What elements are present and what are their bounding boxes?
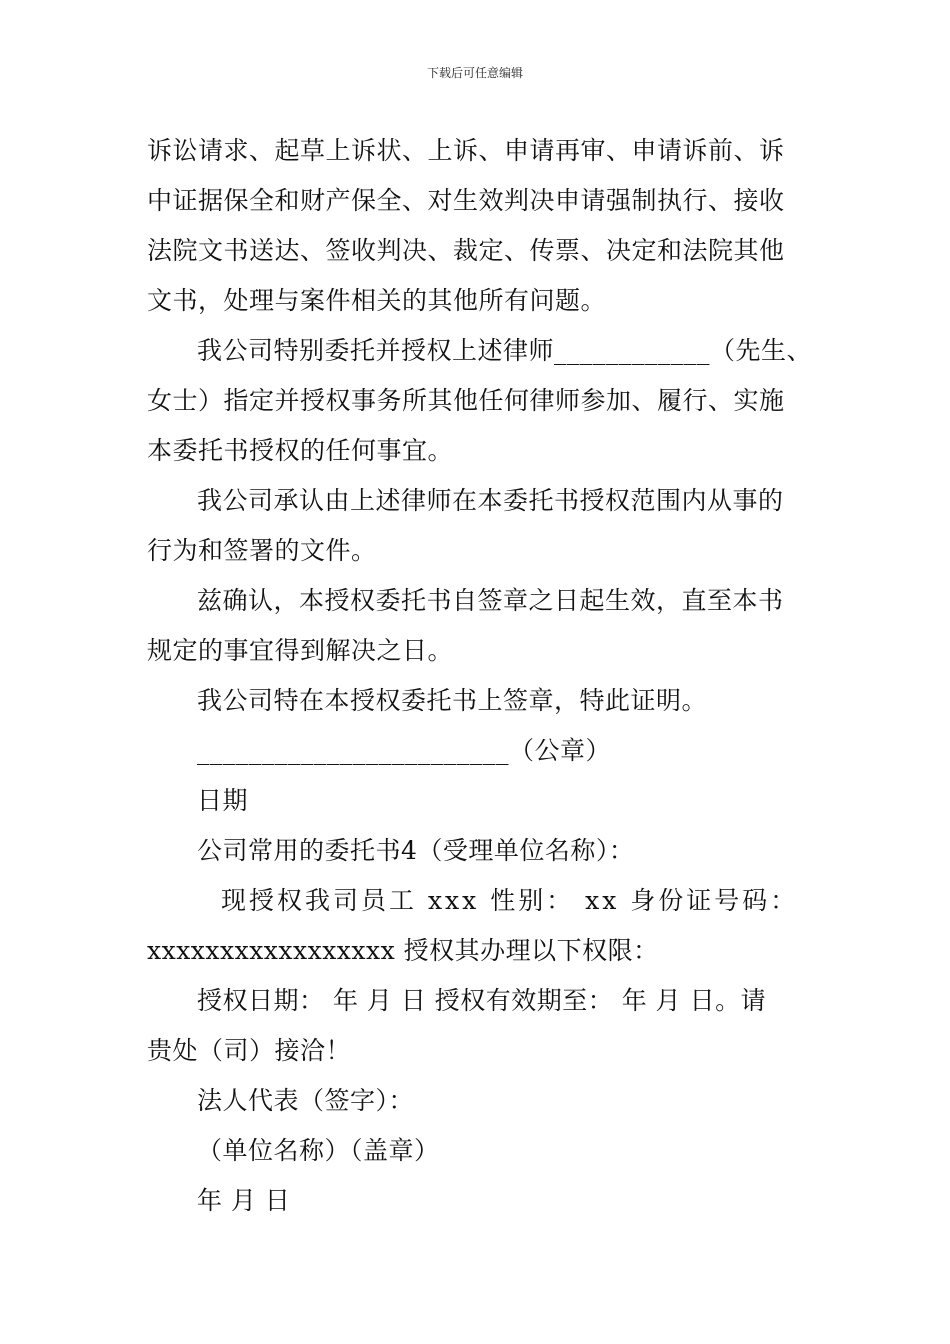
signature-label: 法人代表（签字）： [197, 1086, 415, 1115]
date-line: 年 月 日 [197, 1186, 291, 1215]
stamp-label: （单位名称）（盖章） [197, 1136, 440, 1165]
text-line: 现授权我司员工 xxx 性别： xx 身份证号码： [221, 886, 799, 915]
page-header-note: 下载后可任意编辑 [426, 66, 523, 80]
text-line: 文书，处理与案件相关的其他所有问题。 [147, 286, 607, 315]
seal-line: ________________________（公章） [197, 736, 612, 765]
text-line: 规定的事宜得到解决之日。 [147, 636, 454, 665]
text-line: 诉讼请求、起草上诉状、上诉、申请再审、申请诉前、诉 [147, 136, 785, 165]
text-line: 贵处（司）接洽！ [147, 1036, 352, 1065]
text-line: 中证据保全和财产保全、对生效判决申请强制执行、接收 [147, 186, 785, 215]
text-line: 女士）指定并授权事务所其他任何律师参加、履行、实施 [147, 386, 785, 415]
text-line: 本委托书授权的任何事宜。 [147, 436, 454, 465]
text-line: xxxxxxxxxxxxxxxxx 授权其办理以下权限： [147, 936, 659, 965]
section-title: 公司常用的委托书4（受理单位名称）： [197, 836, 635, 865]
document-body [147, 126, 817, 1226]
text-line: 我公司承认由上述律师在本委托书授权范围内从事的 [197, 486, 784, 515]
text-line: 法院文书送达、签收判决、裁定、传票、决定和法院其他 [147, 236, 785, 265]
text-line: 行为和签署的文件。 [147, 536, 377, 565]
text-line: 我公司特在本授权委托书上签章，特此证明。 [197, 686, 708, 715]
text-line: 我公司特别委托并授权上述律师____________（先生、 [197, 336, 813, 365]
text-line: 兹确认，本授权委托书自签章之日起生效，直至本书 [197, 586, 784, 615]
text-line: 授权日期： 年 月 日 授权有效期至： 年 月 日。请 [197, 986, 767, 1015]
date-label: 日期 [197, 786, 249, 815]
